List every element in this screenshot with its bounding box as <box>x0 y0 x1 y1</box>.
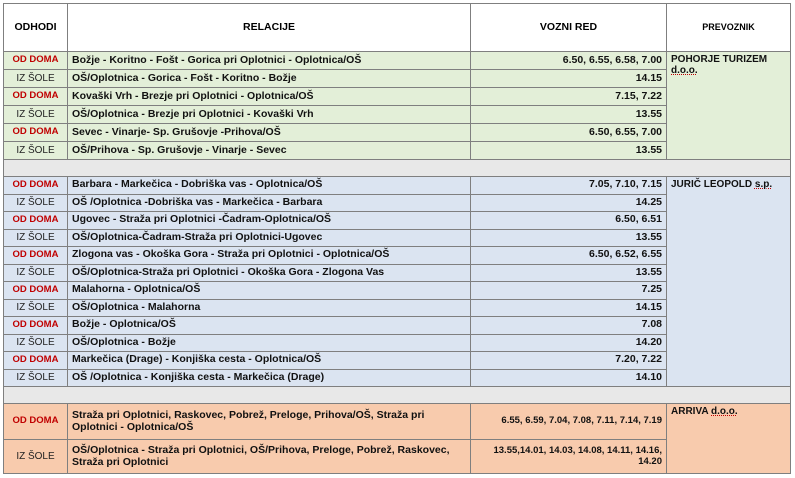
route-cell: OŠ/Oplotnica - Brezje pri Oplotnici - Kovaški Vrh <box>68 106 471 124</box>
route-cell: OŠ/Oplotnica-Straža pri Oplotnici - Okoška Gora - Zlogona Vas <box>68 264 471 282</box>
route-cell: Straža pri Oplotnici, Raskovec, Pobrež, Preloge, Prihova/OŠ, Straža pri Oplotnici - Oplotnica/OŠ <box>68 404 471 440</box>
carrier-suffix: d.o.o. <box>671 65 698 76</box>
time-cell: 14.15 <box>471 70 667 88</box>
header-timetable: VOZNI RED <box>471 4 667 52</box>
time-cell: 13.55,14.01, 14.03, 14.08, 14.11, 14.16, 14.20 <box>471 440 667 474</box>
separator-row <box>4 387 791 404</box>
route-cell: Božje - Oplotnica/OŠ <box>68 317 471 335</box>
separator-row <box>4 160 791 177</box>
route-cell: Malahorna - Oplotnica/OŠ <box>68 282 471 300</box>
direction-cell: OD DOMA <box>4 212 68 230</box>
route-cell: OŠ /Oplotnica - Konjiška cesta - Markečica (Drage) <box>68 369 471 387</box>
direction-cell: IZ ŠOLE <box>4 106 68 124</box>
separator-cell <box>4 387 791 404</box>
direction-cell: OD DOMA <box>4 247 68 265</box>
time-cell: 7.08 <box>471 317 667 335</box>
direction-cell: OD DOMA <box>4 282 68 300</box>
time-cell: 6.50, 6.55, 6.58, 7.00 <box>471 52 667 70</box>
route-cell: OŠ/Oplotnica-Čadram-Straža pri Oplotnici-Ugovec <box>68 229 471 247</box>
direction-cell: IZ ŠOLE <box>4 299 68 317</box>
direction-cell: IZ ŠOLE <box>4 264 68 282</box>
time-cell: 6.50, 6.52, 6.55 <box>471 247 667 265</box>
route-cell: OŠ/Oplotnica - Gorica - Fošt - Koritno - Božje <box>68 70 471 88</box>
time-cell: 13.55 <box>471 106 667 124</box>
direction-cell: IZ ŠOLE <box>4 334 68 352</box>
time-cell: 6.50, 6.55, 7.00 <box>471 124 667 142</box>
carrier-suffix: s.p. <box>754 179 773 190</box>
table-row <box>4 404 791 440</box>
route-cell: Ugovec - Straža pri Oplotnici -Čadram-Oplotnica/OŠ <box>68 212 471 230</box>
route-cell: OŠ/Oplotnica - Straža pri Oplotnici, OŠ/Prihova, Preloge, Pobrež, Raskovec, Straža pri Oplotnici <box>68 440 471 474</box>
route-cell: OŠ/Oplotnica - Božje <box>68 334 471 352</box>
time-cell: 7.05, 7.10, 7.15 <box>471 177 667 195</box>
route-cell: Božje - Koritno - Fošt - Gorica pri Oplotnici - Oplotnica/OŠ <box>68 52 471 70</box>
route-cell: Kovaški Vrh - Brezje pri Oplotnici - Oplotnica/OŠ <box>68 88 471 106</box>
route-cell: Barbara - Markečica - Dobriška vas - Oplotnica/OŠ <box>68 177 471 195</box>
direction-cell: OD DOMA <box>4 124 68 142</box>
time-cell: 7.20, 7.22 <box>471 352 667 370</box>
time-cell: 13.55 <box>471 142 667 160</box>
time-cell: 6.55, 6.59, 7.04, 7.08, 7.11, 7.14, 7.19 <box>471 404 667 440</box>
direction-cell: IZ ŠOLE <box>4 229 68 247</box>
time-cell: 7.15, 7.22 <box>471 88 667 106</box>
direction-cell: OD DOMA <box>4 88 68 106</box>
route-cell: OŠ /Oplotnica -Dobriška vas - Markečica - Barbara <box>68 194 471 212</box>
direction-cell: OD DOMA <box>4 352 68 370</box>
header-carrier: PREVOZNIK <box>667 4 791 52</box>
direction-cell: OD DOMA <box>4 52 68 70</box>
time-cell: 14.10 <box>471 369 667 387</box>
table-row <box>4 177 791 195</box>
time-cell: 14.15 <box>471 299 667 317</box>
table-row <box>4 52 791 70</box>
carrier-name: POHORJE TURIZEM <box>671 54 768 65</box>
header-departures: ODHODI <box>4 4 68 52</box>
direction-cell: IZ ŠOLE <box>4 70 68 88</box>
direction-cell: OD DOMA <box>4 177 68 195</box>
direction-cell: IZ ŠOLE <box>4 142 68 160</box>
header-routes: RELACIJE <box>68 4 471 52</box>
bus-schedule-table <box>3 3 791 474</box>
carrier-suffix: d.o.o. <box>711 406 738 417</box>
direction-cell: IZ ŠOLE <box>4 369 68 387</box>
route-cell: OŠ/Prihova - Sp. Grušovje - Vinarje - Sevec <box>68 142 471 160</box>
direction-cell: IZ ŠOLE <box>4 194 68 212</box>
carrier-cell <box>667 177 791 387</box>
separator-cell <box>4 160 791 177</box>
carrier-cell <box>667 52 791 160</box>
route-cell: OŠ/Oplotnica - Malahorna <box>68 299 471 317</box>
time-cell: 14.20 <box>471 334 667 352</box>
direction-cell: IZ ŠOLE <box>4 440 68 474</box>
carrier-name: JURIČ LEOPOLD <box>671 179 753 190</box>
route-cell: Zlogona vas - Okoška Gora - Straža pri Oplotnici - Oplotnica/OŠ <box>68 247 471 265</box>
route-cell: Markečica (Drage) - Konjiška cesta - Oplotnica/OŠ <box>68 352 471 370</box>
carrier-name: ARRIVA <box>671 406 709 417</box>
carrier-cell <box>667 404 791 474</box>
time-cell: 13.55 <box>471 229 667 247</box>
time-cell: 14.25 <box>471 194 667 212</box>
direction-cell: OD DOMA <box>4 404 68 440</box>
time-cell: 6.50, 6.51 <box>471 212 667 230</box>
direction-cell: OD DOMA <box>4 317 68 335</box>
time-cell: 7.25 <box>471 282 667 300</box>
time-cell: 13.55 <box>471 264 667 282</box>
route-cell: Sevec - Vinarje- Sp. Grušovje -Prihova/OŠ <box>68 124 471 142</box>
header-row <box>4 4 791 52</box>
